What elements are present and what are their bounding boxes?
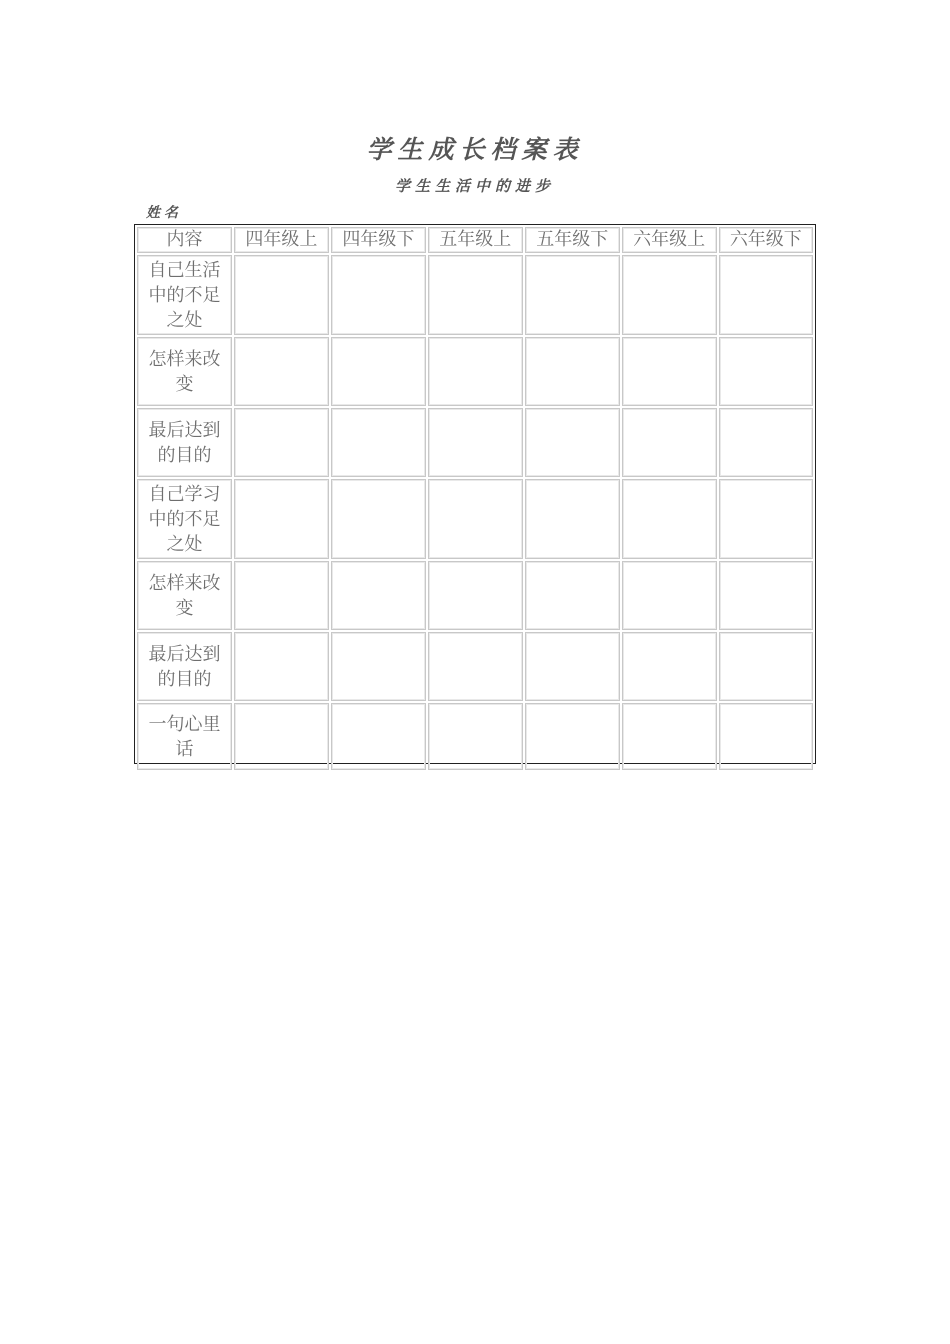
column-header-content: 内容 — [137, 227, 232, 253]
entry-cell[interactable] — [719, 632, 813, 701]
column-header-grade4-first: 四年级上 — [234, 227, 329, 253]
table-row — [137, 255, 813, 335]
table-row — [137, 408, 813, 477]
entry-cell[interactable] — [622, 632, 717, 701]
row-label-cell — [137, 255, 232, 335]
row-label-cell — [137, 632, 232, 701]
column-header-grade6-first: 六年级上 — [622, 227, 717, 253]
header-row — [137, 227, 813, 253]
entry-cell[interactable] — [234, 561, 329, 630]
entry-cell[interactable] — [719, 479, 813, 559]
entry-cell[interactable] — [525, 703, 620, 770]
entry-cell[interactable] — [428, 632, 523, 701]
column-header-grade6-second: 六年级下 — [719, 227, 813, 253]
entry-cell[interactable] — [234, 337, 329, 406]
row-label-cell — [137, 561, 232, 630]
row-label: 最后达到的目的 — [148, 643, 221, 690]
entry-cell[interactable] — [428, 255, 523, 335]
row-label: 怎样来改变 — [148, 572, 221, 619]
row-label: 一句心里话 — [148, 713, 221, 760]
entry-cell[interactable] — [525, 479, 620, 559]
entry-cell[interactable] — [622, 703, 717, 770]
entry-cell[interactable] — [525, 255, 620, 335]
row-label-cell — [137, 479, 232, 559]
entry-cell[interactable] — [234, 408, 329, 477]
page-title: 学生成长档案表 — [366, 135, 584, 164]
entry-cell[interactable] — [428, 703, 523, 770]
entry-cell[interactable] — [525, 561, 620, 630]
entry-cell[interactable] — [525, 408, 620, 477]
row-label-cell — [137, 703, 232, 770]
entry-cell[interactable] — [331, 632, 426, 701]
table-row — [137, 561, 813, 630]
entry-cell[interactable] — [428, 479, 523, 559]
entry-cell[interactable] — [428, 337, 523, 406]
row-label-cell — [137, 337, 232, 406]
entry-cell[interactable] — [331, 479, 426, 559]
column-header-grade5-second: 五年级下 — [525, 227, 620, 253]
entry-cell[interactable] — [331, 255, 426, 335]
table-row — [137, 479, 813, 559]
entry-cell[interactable] — [331, 561, 426, 630]
entry-cell[interactable] — [622, 561, 717, 630]
entry-cell[interactable] — [234, 255, 329, 335]
entry-cell[interactable] — [622, 255, 717, 335]
column-header-grade5-first: 五年级上 — [428, 227, 523, 253]
entry-cell[interactable] — [234, 632, 329, 701]
entry-cell[interactable] — [719, 255, 813, 335]
row-label: 自己学习中的不足之处 — [148, 483, 221, 555]
name-label: 姓名 — [146, 205, 182, 221]
growth-record-table — [134, 224, 816, 764]
record-grid — [135, 225, 815, 772]
page-subtitle: 学生生活中的进步 — [394, 177, 555, 195]
entry-cell[interactable] — [719, 337, 813, 406]
row-label: 自己生活中的不足之处 — [148, 259, 221, 331]
entry-cell[interactable] — [428, 408, 523, 477]
entry-cell[interactable] — [331, 408, 426, 477]
table-row — [137, 703, 813, 770]
entry-cell[interactable] — [622, 479, 717, 559]
column-header-grade4-second: 四年级下 — [331, 227, 426, 253]
entry-cell[interactable] — [331, 337, 426, 406]
table-row — [137, 632, 813, 701]
entry-cell[interactable] — [622, 408, 717, 477]
entry-cell[interactable] — [234, 703, 329, 770]
row-label-cell — [137, 408, 232, 477]
row-label: 最后达到的目的 — [148, 419, 221, 466]
entry-cell[interactable] — [622, 337, 717, 406]
entry-cell[interactable] — [525, 632, 620, 701]
entry-cell[interactable] — [525, 337, 620, 406]
entry-cell[interactable] — [428, 561, 523, 630]
entry-cell[interactable] — [331, 703, 426, 770]
entry-cell[interactable] — [234, 479, 329, 559]
entry-cell[interactable] — [719, 561, 813, 630]
entry-cell[interactable] — [719, 703, 813, 770]
table-row — [137, 337, 813, 406]
row-label: 怎样来改变 — [148, 348, 221, 395]
entry-cell[interactable] — [719, 408, 813, 477]
